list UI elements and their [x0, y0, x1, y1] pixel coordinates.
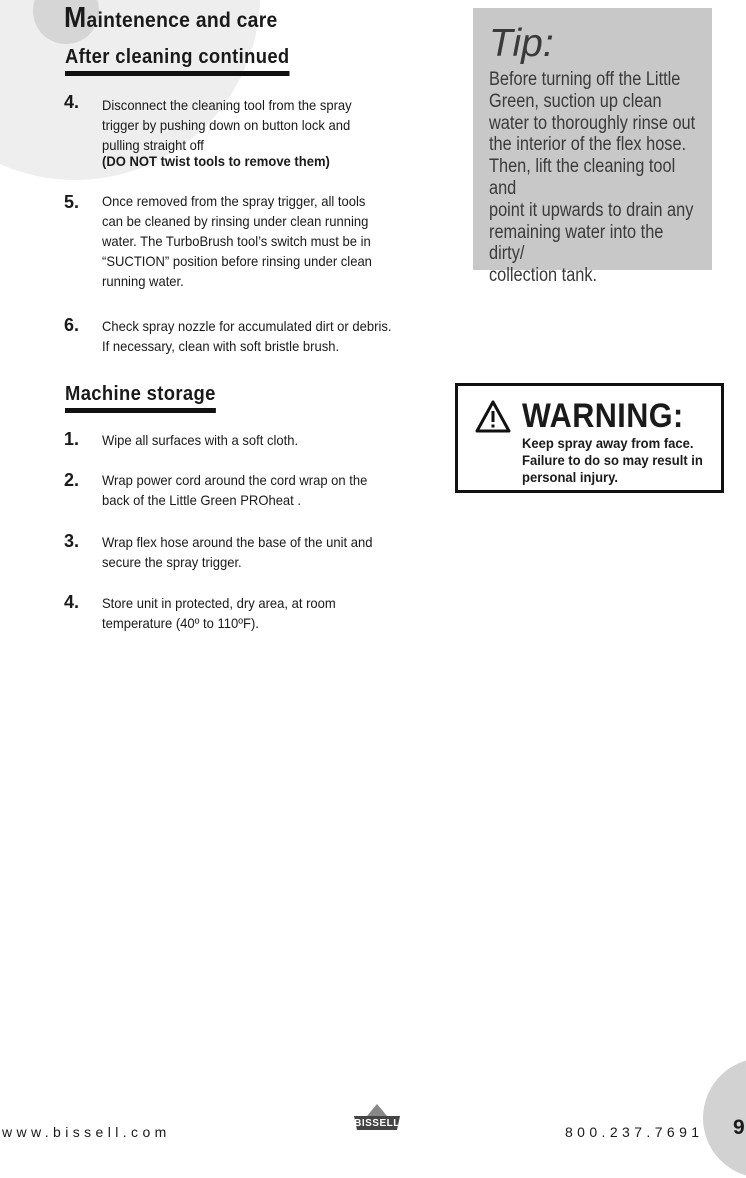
step-text: Store unit in protected, dry area, at room temperature (40º to 110ºF). [102, 595, 336, 631]
step-text: Wrap power cord around the cord wrap on the back of the Little Green PROheat . [102, 472, 368, 508]
warning-box [455, 383, 724, 493]
step-warning-note: (DO NOT twist tools to remove them) [102, 153, 330, 169]
after-cleaning-heading: After cleaning continued [65, 46, 290, 76]
step-text: Wipe all surfaces with a soft cloth. [102, 432, 299, 448]
warning-body: Keep spray away from face. Failure to do so may result in personal injury. [522, 435, 703, 485]
footer-phone: 800.237.7691 [565, 1124, 704, 1140]
step-number: 3. [64, 531, 80, 551]
step-number: 4. [64, 592, 80, 612]
bissell-logo-text: BISSELL [354, 1118, 400, 1129]
page-title [64, 2, 278, 35]
tip-box [473, 8, 712, 287]
step-number: 6. [64, 315, 80, 335]
footer-website: www.bissell.com [2, 1124, 171, 1140]
bissell-logo-icon [349, 1100, 405, 1140]
step-text: Once removed from the spray trigger, all tools can be cleaned by rinsing under clean running water. The TurboBrush tool’s switch must be in “SUCTION” position before rinsing under clean running water. [102, 193, 372, 289]
tip-body: Before turning off the Little Green, suction up clean water to thoroughly rinse out the interior of the flex hose. Then, lift the cleaning tool and point it upwards to drain any remaining water into the dirty/ collection tank. [489, 69, 696, 287]
page-title-initial: M [64, 2, 87, 34]
warning-triangle-icon [475, 400, 511, 433]
machine-storage-heading: Machine storage [65, 383, 216, 413]
step-text: Disconnect the cleaning tool from the spray trigger by pushing down on button lock and pulling straight off [102, 97, 352, 153]
step-text: Check spray nozzle for accumulated dirt or debris. If necessary, clean with soft bristle brush. [102, 318, 392, 354]
page-number: 9 [733, 1116, 745, 1139]
step-number: 5. [64, 192, 80, 212]
warning-title: WARNING: [522, 397, 684, 435]
tip-title: Tip: [489, 22, 554, 65]
page-title-rest: aintenence and care [86, 9, 278, 32]
step-number: 1. [64, 429, 80, 449]
step-text: Wrap flex hose around the base of the unit and secure the spray trigger. [102, 534, 373, 570]
step-number: 2. [64, 470, 80, 490]
step-number: 4. [64, 92, 80, 112]
